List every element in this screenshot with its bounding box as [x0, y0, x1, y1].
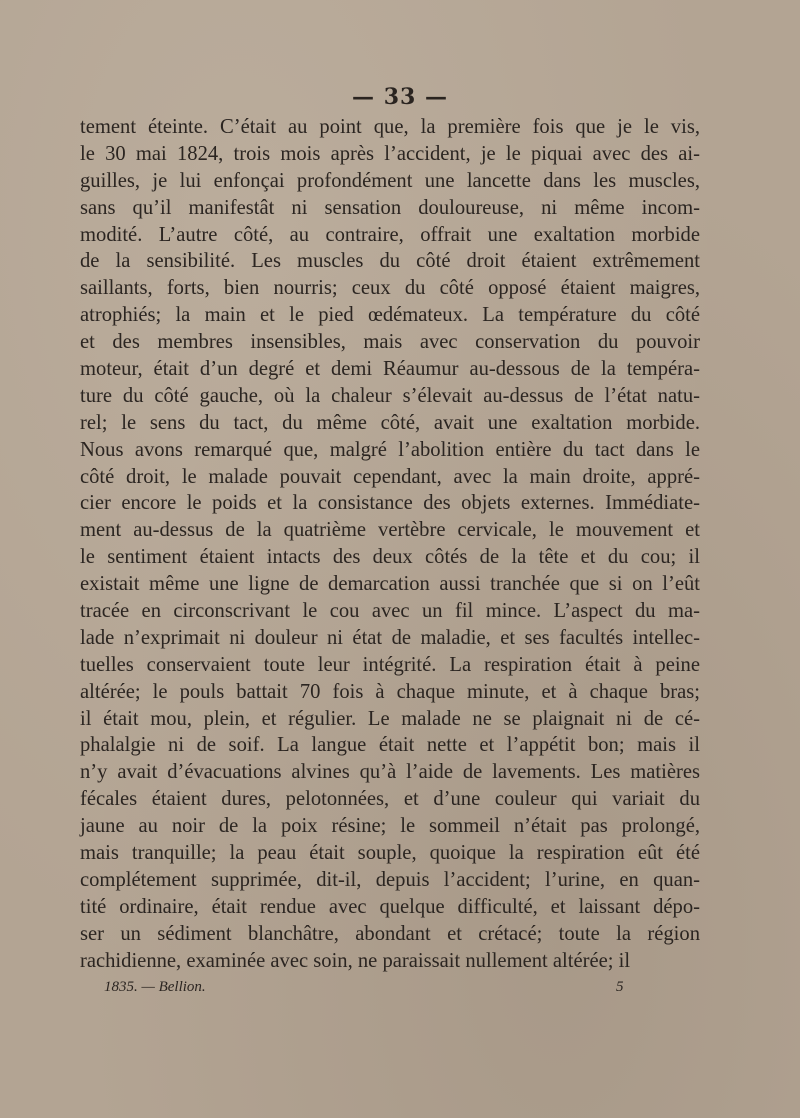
footer-signature: 1835. — Bellion. [104, 979, 206, 995]
text-line: jaune au noir de la poix résine; le sommeil n’était pas prolongé, [80, 815, 700, 838]
text-line: moteur, était d’un degré et demi Réaumur au-dessous de la tempéra- [80, 358, 700, 381]
text-line: lade n’exprimait ni douleur ni état de maladie, et ses facultés intellec- [80, 626, 700, 649]
text-line: modité. L’autre côté, au contraire, offrait une exaltation morbide [80, 223, 700, 246]
text-line: tité ordinaire, était rendue avec quelque difficulté, et laissant dépo- [80, 895, 700, 918]
text-line: il était mou, plein, et régulier. Le malade ne se plaignait ni de cé- [80, 707, 700, 730]
body-text [80, 114, 700, 975]
text-line: tuelles conservaient toute leur intégrité. La respiration était à peine [80, 653, 700, 676]
text-line: saillants, forts, bien nourris; ceux du côté opposé étaient maigres, [80, 277, 700, 300]
text-line: de la sensibilité. Les muscles du côté droit étaient extrêmement [80, 250, 700, 273]
text-line: fécales étaient dures, pelotonnées, et d’une couleur qui variait du [80, 788, 700, 811]
text-line: côté droit, le malade pouvait cependant, avec la main droite, appré- [80, 465, 700, 488]
text-line: altérée; le pouls battait 70 fois à chaque minute, et à chaque bras; [80, 680, 700, 703]
text-line: sans qu’il manifestât ni sensation douloureuse, ni même incom- [80, 196, 700, 219]
text-line: rel; le sens du tact, du même côté, avait une exaltation morbide. [80, 411, 700, 434]
text-line: existait même une ligne de demarcation aussi tranchée que si on l’eût [80, 573, 700, 596]
text-line: guilles, je lui enfonçai profondément une lancette dans les muscles, [80, 169, 700, 192]
text-line: et des membres insensibles, mais avec conservation du pouvoir [80, 331, 700, 354]
text-line: ser un sédiment blanchâtre, abondant et crétacé; toute la région [80, 922, 700, 945]
text-line: ment au-dessus de la quatrième vertèbre cervicale, le mouvement et [80, 519, 700, 542]
footer-sheet-number: 5 [616, 979, 624, 995]
text-line: tracée en circonscrivant le cou avec un fil mince. L’aspect du ma- [80, 600, 700, 623]
text-line: rachidienne, examinée avec soin, ne paraissait nullement altérée; il [80, 949, 631, 972]
text-line: phalalgie ni de soif. La langue était nette et l’appétit bon; mais il [80, 734, 700, 757]
text-line: le sentiment étaient intacts des deux côtés de la tête et du cou; il [80, 546, 700, 569]
text-line: mais tranquille; la peau était souple, quoique la respiration eût été [80, 842, 700, 865]
text-line: ture du côté gauche, où la chaleur s’élevait au-dessus de l’état natu- [80, 384, 700, 407]
text-line: le 30 mai 1824, trois mois après l’accident, je le piquai avec des ai- [80, 142, 700, 165]
page-number: — 33 — [352, 84, 448, 110]
text-line: n’y avait d’évacuations alvines qu’à l’aide de lavements. Les matières [80, 761, 700, 784]
text-line: Nous avons remarqué que, malgré l’abolition entière du tact dans le [80, 438, 700, 461]
text-line: atrophiés; la main et le pied œdémateux. La température du côté [80, 304, 700, 327]
text-line: cier encore le poids et la consistance des objets externes. Immédiate- [80, 492, 700, 515]
text-line: complétement supprimée, dit-il, depuis l’accident; l’urine, en quan- [80, 868, 700, 891]
text-line: tement éteinte. C’était au point que, la première fois que je le vis, [80, 116, 700, 138]
